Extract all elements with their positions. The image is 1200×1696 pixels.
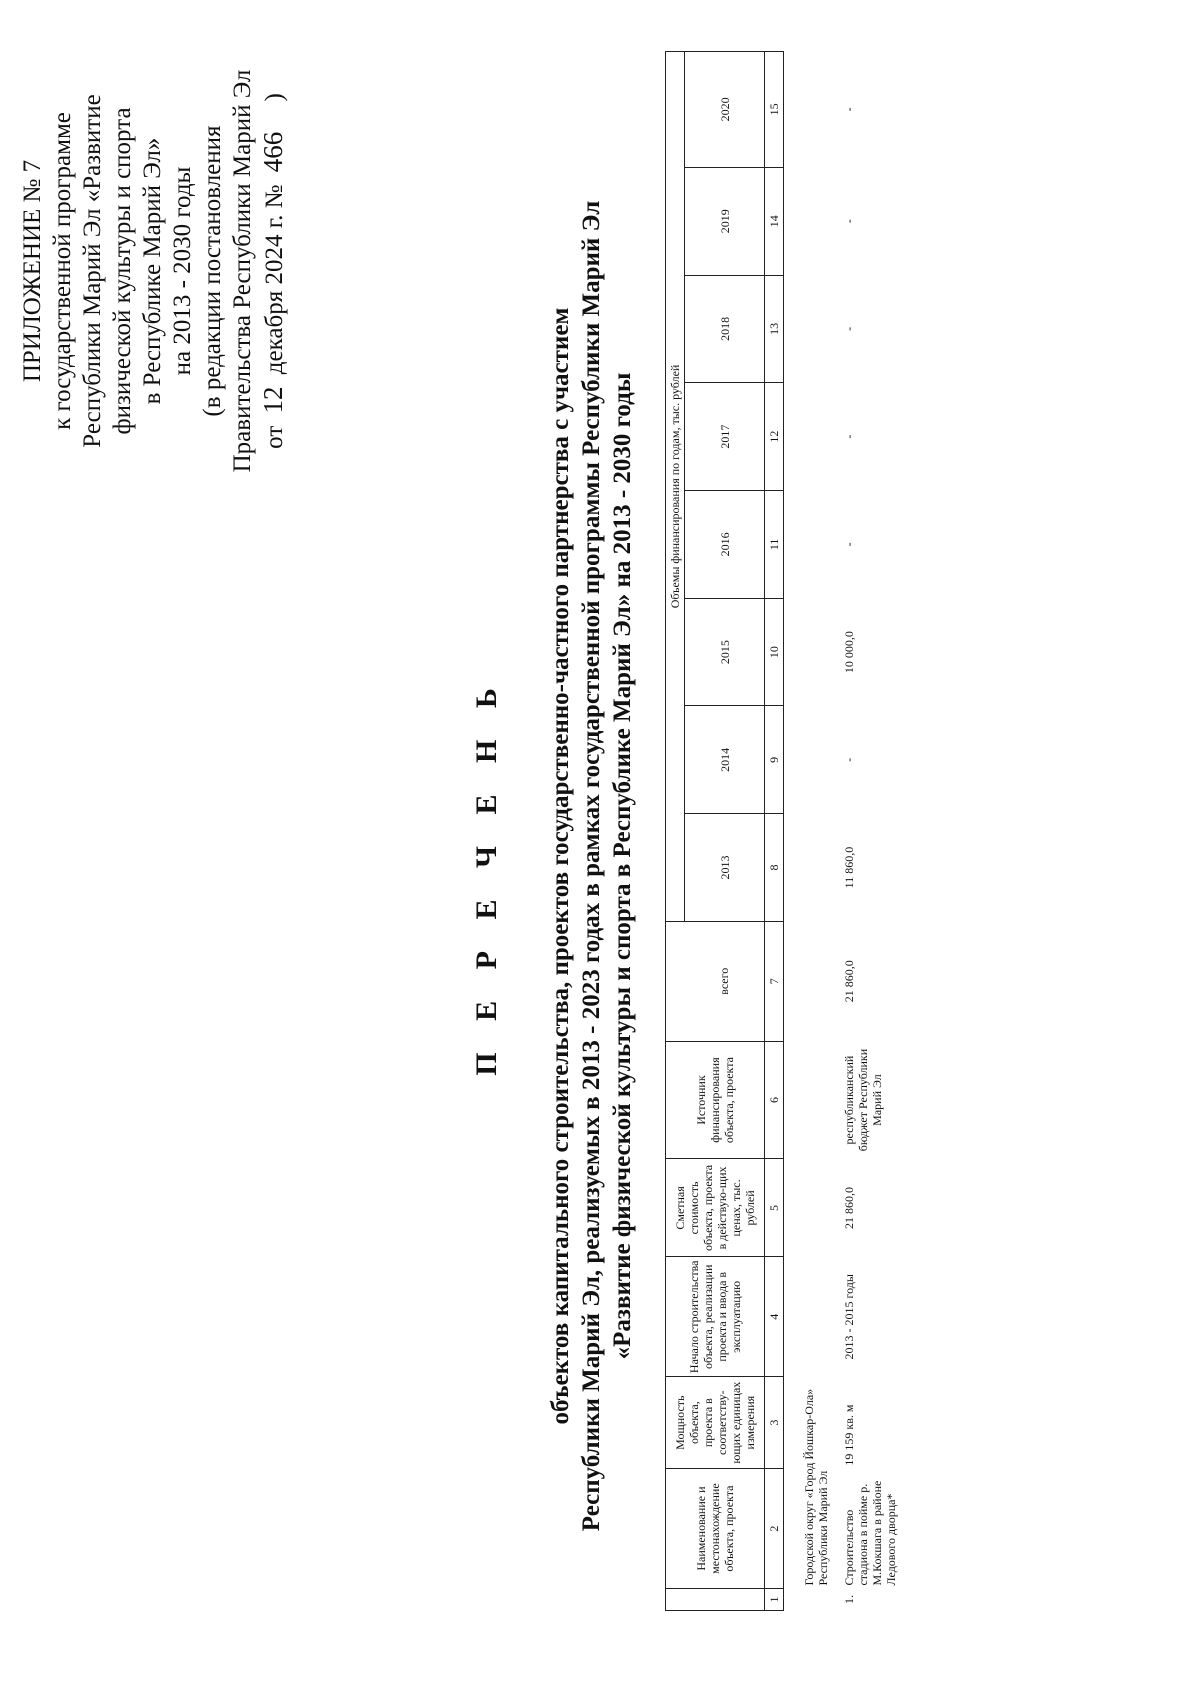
subtitle-line: «Развитие физической культуры и спорта в Республике Марий Эл» на 2013 - 2030 годы [609, 372, 636, 1360]
header-row-top [666, 52, 685, 1611]
header-year: 2015 [685, 598, 765, 706]
header-year: 2020 [685, 52, 765, 168]
date-prefix: от [261, 425, 288, 449]
header-year: 2016 [685, 491, 765, 599]
row-number: 1. [842, 1595, 856, 1605]
header-name: Наименование и местонахождение объекта, проекта [666, 1469, 765, 1589]
document-title: П Е Р Е Ч Е Н Ь [470, 676, 503, 1076]
row-year-value: - [842, 219, 856, 224]
header-source: Источник финансирования объекта, проекта [666, 1041, 765, 1159]
appendix-line: ПРИЛОЖЕНИЕ № 7 [19, 159, 46, 383]
appendix-line: на 2013 - 2030 годы [169, 166, 196, 376]
row-name: Строительство стадиона в пойме р. М.Кокшага в районе Ледового дворца* [842, 1480, 898, 1586]
appendix-line: в Республике Марий Эл» [139, 137, 166, 405]
row-year-value: - [842, 326, 856, 331]
appendix-line: Республики Марий Эл «Развитие [79, 94, 106, 448]
date-rest: декабря 2024 г. № [261, 184, 288, 375]
header-year: 2014 [685, 706, 765, 814]
group-label: Городской округ «Город Йошкар-Ола» Республики Марий Эл [802, 1388, 830, 1586]
group-row [784, 52, 833, 1611]
header-no-cell [666, 1589, 765, 1611]
column-number: 2 [765, 1469, 784, 1589]
column-number: 4 [765, 1257, 784, 1377]
header-total: всего [685, 921, 765, 1041]
header-year: 2013 [685, 814, 765, 922]
column-number: 5 [765, 1159, 784, 1257]
row-source: республиканский бюджет Республики Марий Эл [842, 1048, 884, 1152]
header-year: 2018 [685, 275, 765, 383]
header-year: 2019 [685, 167, 765, 275]
appendix-block [18, 36, 290, 506]
column-number: 3 [765, 1377, 784, 1469]
header-funding: Объемы финансирования по годам, тыс. рублей [666, 52, 685, 922]
row-total: 21 860,0 [842, 960, 856, 1003]
column-number: 11 [765, 491, 784, 599]
row-cost: 21 860,0 [842, 1186, 856, 1229]
row-capacity: 19 159 кв. м [842, 1404, 856, 1466]
column-number: 7 [765, 921, 784, 1041]
column-number: 9 [765, 706, 784, 814]
row-period: 2013 - 2015 годы [842, 1274, 856, 1360]
subtitle-line: Республики Марий Эл, реализуемых в 2013 - 2023 годах в рамках государственной программы Республики Марий Эл [578, 200, 605, 1532]
decree-number: 466 [258, 131, 288, 173]
column-number: 12 [765, 383, 784, 491]
decree-date-line [258, 36, 290, 506]
row-year-value: - [842, 542, 856, 547]
header-capacity: Мощность объекта, проекта в соответству-ющих единицах измерения [666, 1377, 765, 1469]
date-close: ) [261, 93, 288, 102]
column-number-row [765, 52, 784, 1611]
objects-table [665, 51, 900, 1611]
header-cost: Сметная стоимость объекта, проекта в действую-щих ценах, тыс. рублей [666, 1159, 765, 1257]
row-year-value: - [842, 107, 856, 112]
row-year-value: 11 860,0 [842, 846, 856, 889]
document-subtitle [545, 76, 638, 1656]
row-year-value: - [842, 434, 856, 439]
column-number: 1 [765, 1589, 784, 1611]
column-number: 10 [765, 598, 784, 706]
subtitle-line: объектов капитального строительства, проектов государственно-частного партнерства с участием [547, 307, 574, 1425]
column-number: 14 [765, 167, 784, 275]
appendix-line: к государственной программе [49, 112, 76, 430]
column-number: 15 [765, 52, 784, 168]
row-year-value: - [842, 757, 856, 762]
column-number: 8 [765, 814, 784, 922]
header-year: 2017 [685, 383, 765, 491]
appendix-line: Правительства Республики Марий Эл [229, 69, 256, 473]
header-period: Начало строительства объекта, реализации проекта и ввода в эксплуатацию [666, 1257, 765, 1377]
row-year-value: 10 000,0 [842, 631, 856, 674]
column-number: 13 [765, 275, 784, 383]
header-total-spacer [666, 921, 685, 1041]
date-day: 12 [258, 386, 288, 414]
column-number: 6 [765, 1041, 784, 1159]
appendix-line: физической культуры и спорта [109, 107, 136, 435]
appendix-line: (в редакции постановления [199, 125, 226, 417]
table-row [832, 52, 900, 1611]
